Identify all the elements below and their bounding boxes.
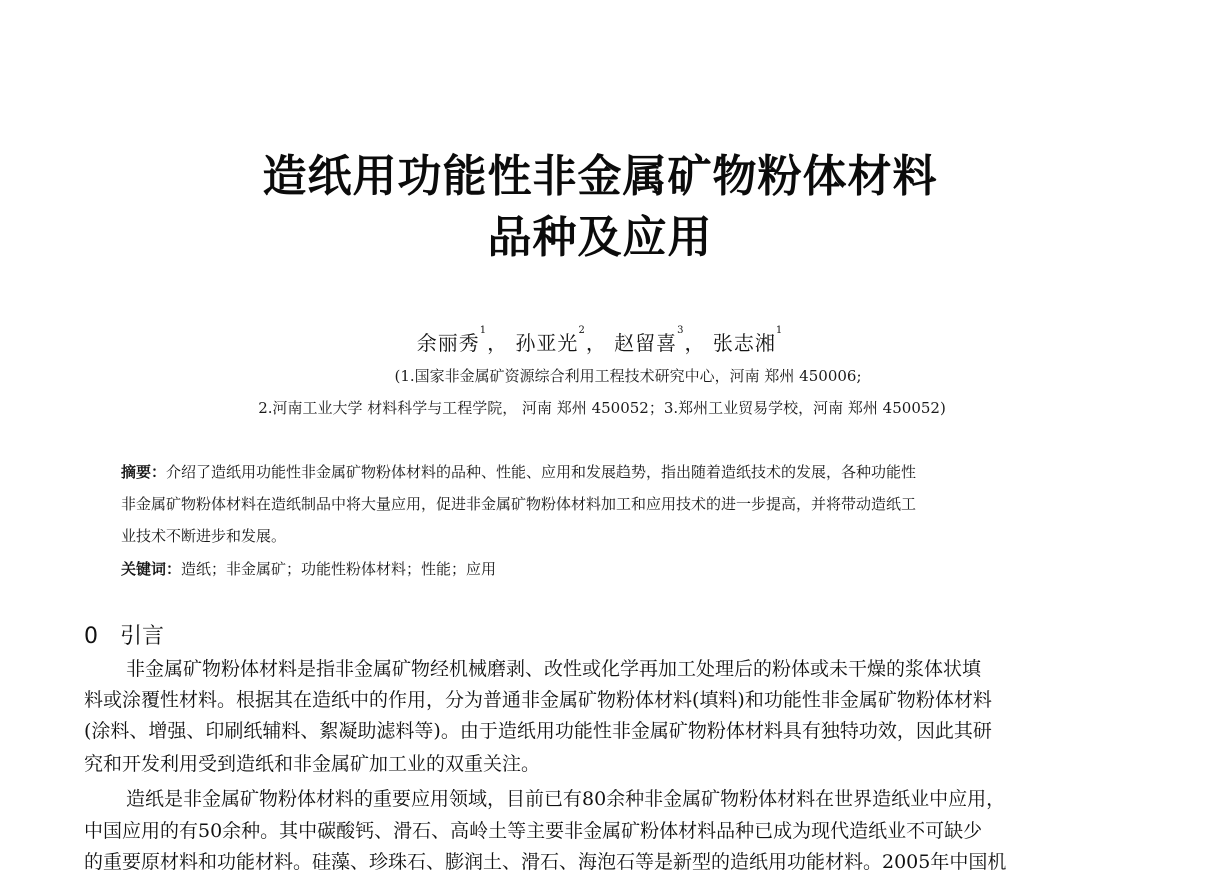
body-paragraph-line: 的重要原材料和功能材料。硅藻、珍珠石、膨润土、滑石、海泡石等是新型的造纸用功能材料。2005年中国机 [84,851,1007,873]
author-affil-mark: 1 [479,325,488,336]
body-paragraph-line: 非金属矿物粉体材料是指非金属矿物经机械磨剥、改性或化学再加工处理后的粉体或未干燥的浆体状填 [126,658,982,680]
author-affil-mark: 2 [578,325,586,336]
abstract-label: 摘要： [121,463,167,481]
section-number: 0 [84,624,98,649]
author-affil-mark: 3 [677,325,685,336]
affiliation-line-1: (1.国家非金属矿资源综合利用工程技术研究中心，河南 郑州 450006; [394,367,862,385]
section-title: 引言 [120,624,165,649]
section-heading [84,619,164,650]
abstract-line-2: 非金属矿物粉体材料在造纸制品中将大量应用，促进非金属矿物粉体材料加工和应用技术的进一步提高，并将带动造纸工 [121,495,917,513]
author-name: 孙亚光 [515,331,579,355]
body-paragraph-line: 造纸是非金属矿物粉体材料的重要应用领域，目前已有80余种非金属矿物粉体材料在世界造纸业中应用， [126,788,1006,810]
affiliation-line-2: 2.河南工业大学 材料科学与工程学院， 河南 郑州 450052；3.郑州工业贸易学校，河南 郑州 450052) [258,399,946,417]
author-name: 张志湘 [712,331,776,355]
author-name: 余丽秀 [416,331,480,355]
body-paragraph-line: (涂料、增强、印刷纸辅料、絮凝助滤料等)。由于造纸用功能性非金属矿物粉体材料具有独特功效，因此其研 [84,720,992,742]
abstract-line-3: 业技术不断进步和发展。 [121,527,287,545]
abstract-line-1 [121,461,1101,482]
body-paragraph-line: 中国应用的有50余种。其中碳酸钙、滑石、高岭土等主要非金属矿粉体材料品种已成为现代造纸业不可缺少 [84,820,983,842]
paper-title-line2: 品种及应用 [487,212,713,263]
keywords-line [121,558,1101,579]
abstract-text: 介绍了造纸用功能性非金属矿物粉体材料的品种、性能、应用和发展趋势，指出随着造纸技术的发展，各种功能性 [166,463,917,481]
body-paragraph-line: 究和开发利用受到造纸和非金属矿加工业的双重关注。 [84,753,541,775]
body-paragraph-line: 料或涂覆性材料。根据其在造纸中的作用，分为普通非金属矿物粉体材料(填料)和功能性非金属矿物粉体材料 [84,689,992,711]
paper-title-line1: 造纸用功能性非金属矿物粉体材料 [262,151,938,202]
keywords-text: 造纸；非金属矿；功能性粉体材料；性能；应用 [181,560,497,578]
keywords-label: 关键词： [121,560,182,578]
author-list: 余丽秀$^1$， 孙亚光$^2$， 赵留喜$^3$， 张志湘$^1$ [416,325,784,355]
author-name: 赵留喜 [614,331,678,355]
author-affil-mark: 1 [775,325,784,336]
